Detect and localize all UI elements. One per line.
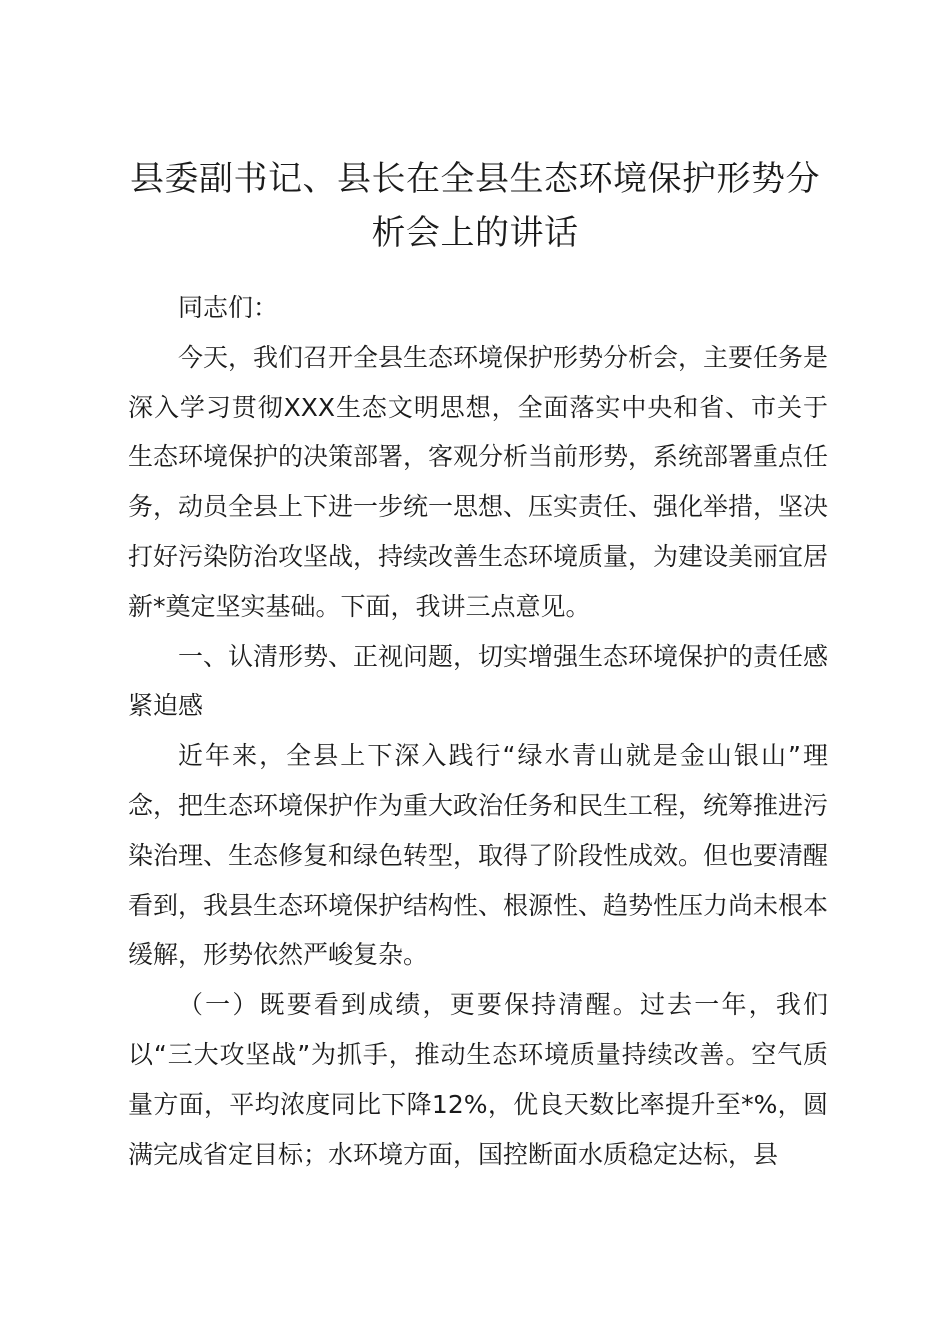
section-heading-1: 一、认清形势、正视问题，切实增强生态环境保护的责任感紧迫感 [128, 641, 829, 721]
subsection-paragraph: （一）既要看到成绩，更要保持清醒。过去一年，我们以“三大攻坚战”为抓手，推动生态环境质量持续改善。空气质量方面，平均浓度同比下降12%，优良天数比率提升至*%，圆满完成省定目标；水环境方面，国控断面水质稳定达标，县 [128, 990, 828, 1169]
intro-paragraph: 今天，我们召开全县生态环境保护形势分析会，主要任务是深入学习贯彻XXX生态文明思想，全面落实中央和省、市关于生态环境保护的决策部署，客观分析当前形势，系统部署重点任务，动员全县上下进一步统一思想、压实责任、强化举措，坚决打好污染防治攻坚战，持续改善生态环境质量，为建设美丽宜居新*奠定坚实基础。下面，我讲三点意见。 [128, 342, 829, 621]
document-title: 县委副书记、县长在全县生态环境保护形势分析会上的讲话 [130, 159, 820, 253]
salutation: 同志们： [178, 293, 279, 322]
body-paragraph: 近年来，全县上下深入践行“绿水青山就是金山银山”理念，把生态环境保护作为重大政治任务和民生工程，统筹推进污染治理、生态修复和绿色转型，取得了阶段性成效。但也要清醒看到，我县生态环境保护结构性、根源性、趋势性压力尚未根本缓解，形势依然严峻复杂。 [128, 741, 829, 970]
document-body [128, 283, 828, 1179]
